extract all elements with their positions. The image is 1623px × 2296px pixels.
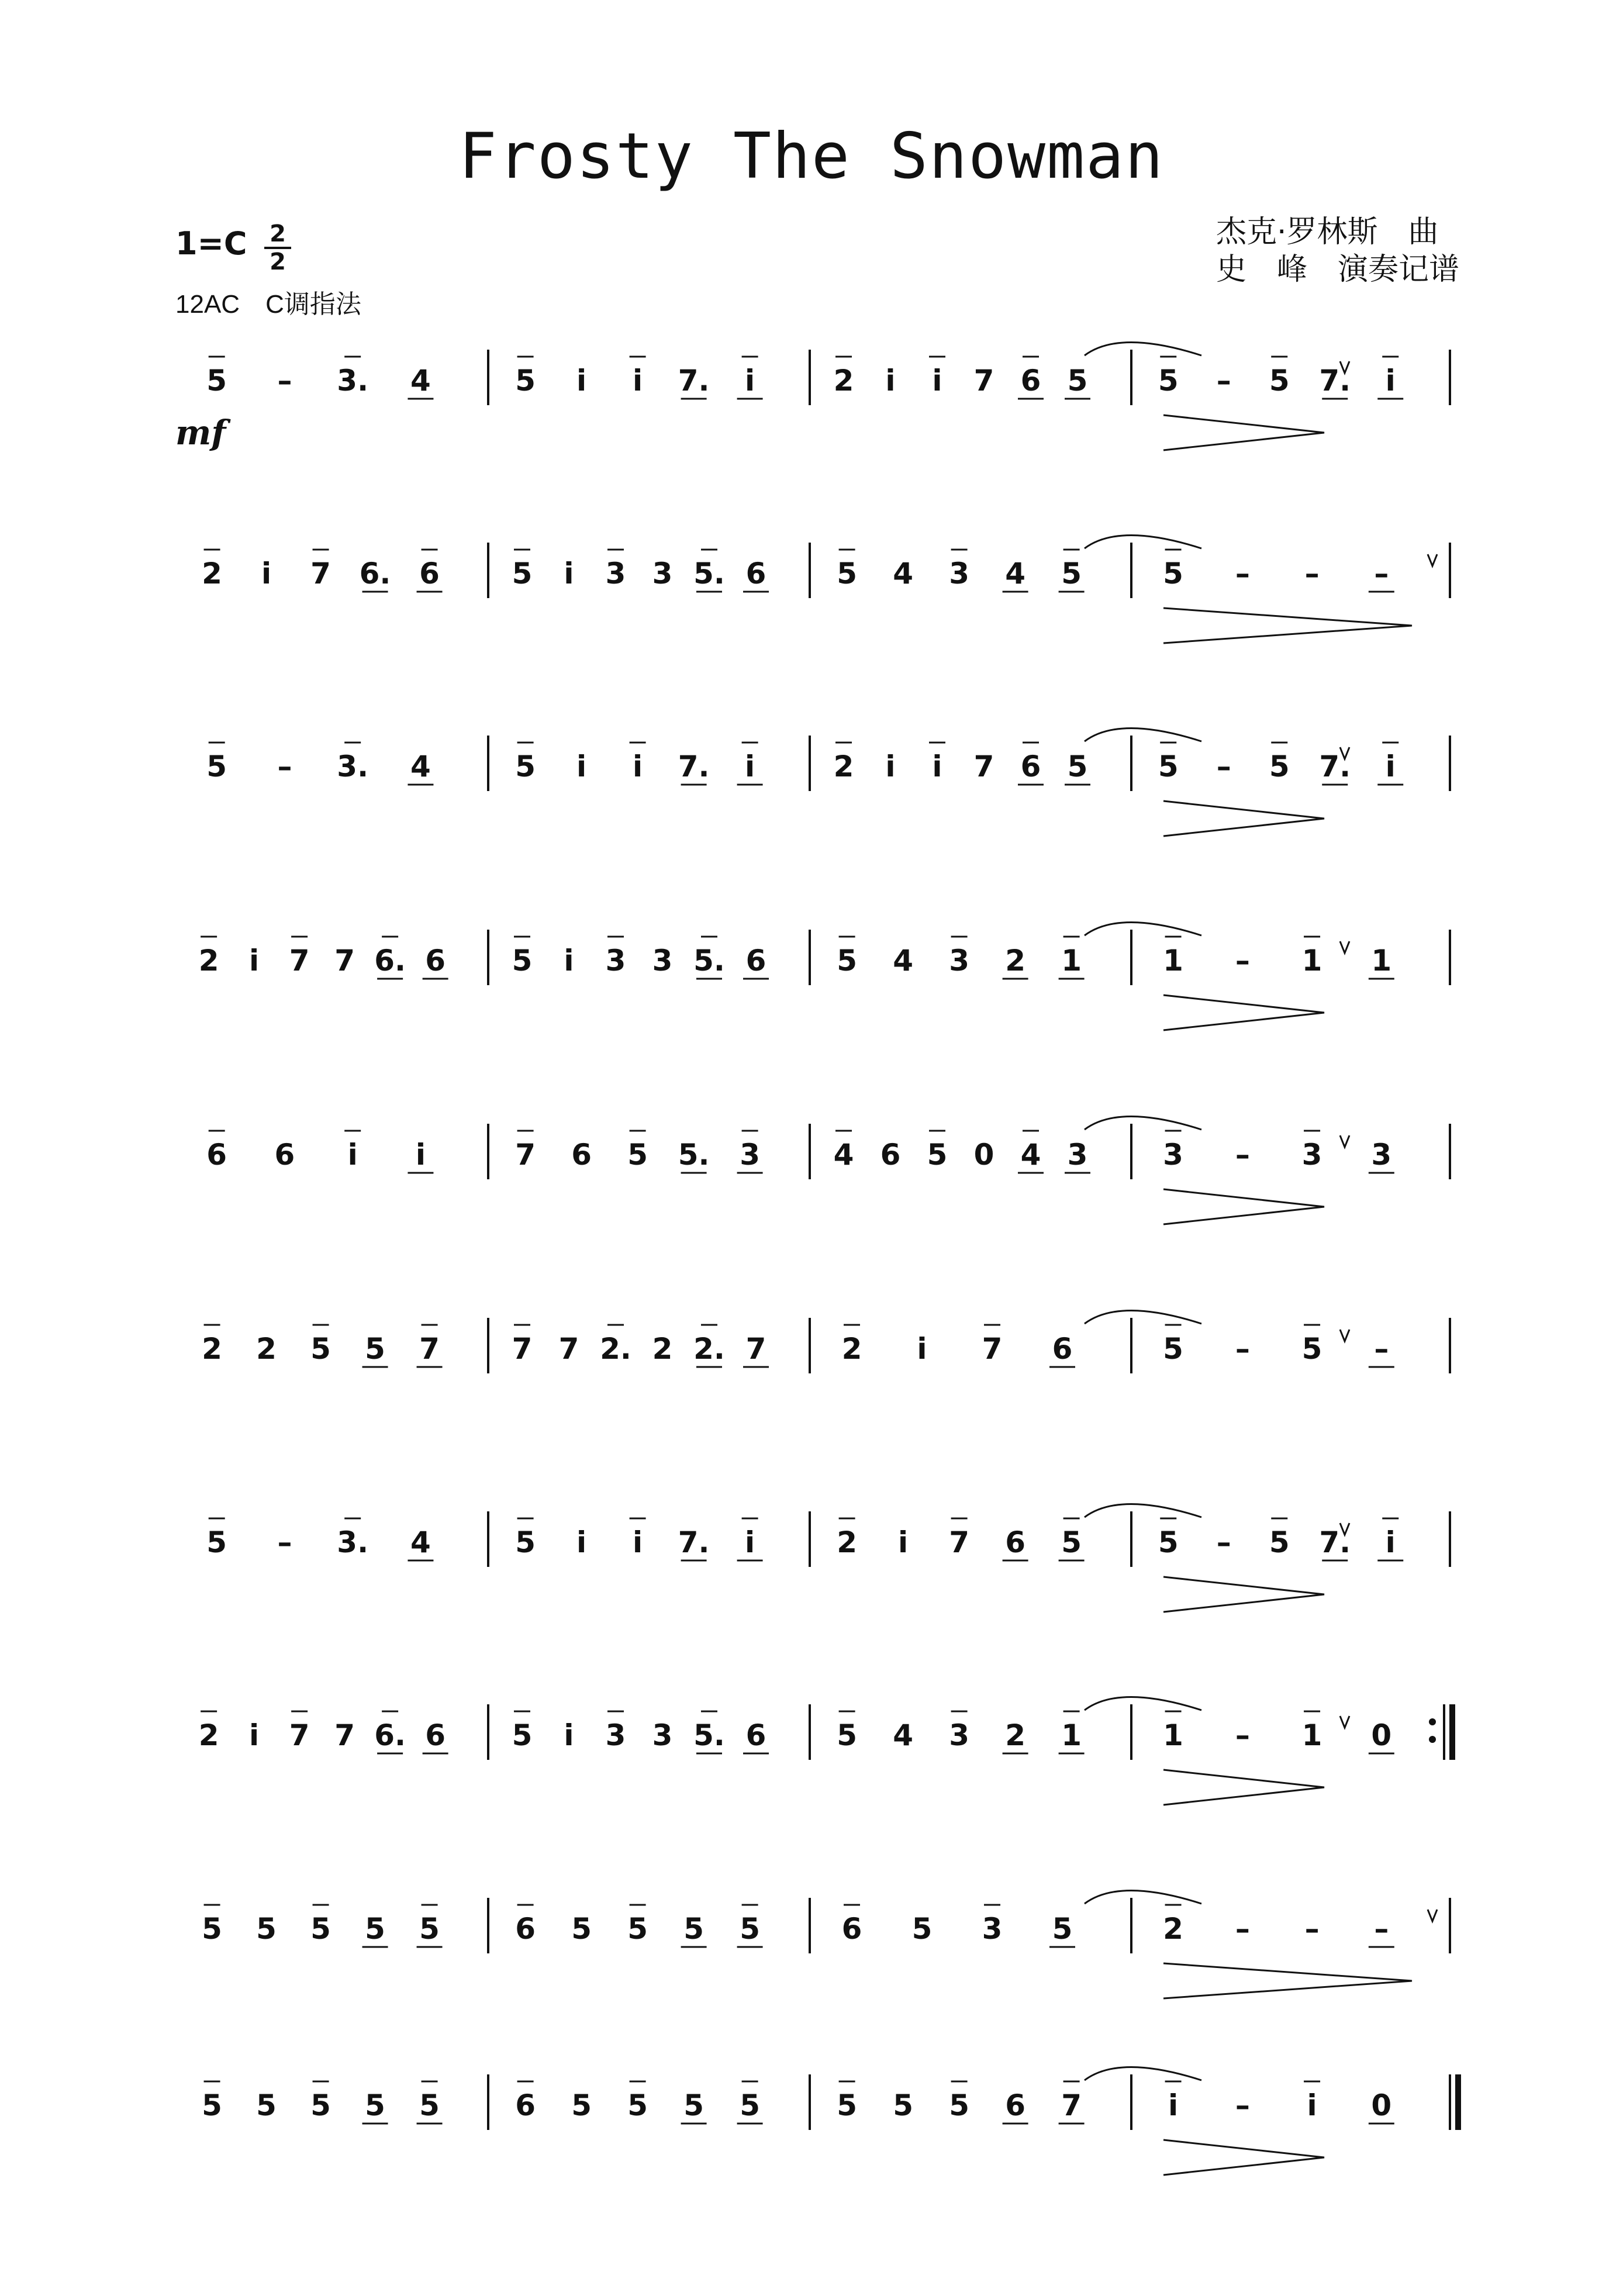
note: 5. — [693, 557, 725, 591]
note: 5 — [206, 750, 227, 783]
note: 6 — [841, 1912, 862, 1946]
note: 4 — [1005, 557, 1025, 591]
note: 2 — [1005, 1718, 1025, 1752]
note: 3 — [949, 944, 969, 978]
note: 7 — [419, 1332, 440, 1366]
note: 1 — [1163, 944, 1183, 978]
note: – — [1235, 944, 1250, 978]
note: 5 — [1269, 364, 1290, 398]
note: 5 — [202, 2088, 222, 2122]
breath-mark — [1428, 554, 1437, 566]
note: 3 — [1371, 1138, 1392, 1172]
meter-bottom: 2 — [270, 248, 286, 275]
note: 4 — [410, 364, 431, 398]
note: 0 — [1371, 1718, 1392, 1752]
note: – — [1216, 750, 1231, 783]
note: 3. — [337, 364, 369, 398]
note: 0 — [973, 1138, 994, 1172]
breath-mark — [1340, 1330, 1349, 1341]
note: 2 — [837, 1525, 857, 1559]
note: 6. — [374, 1718, 406, 1752]
note: i — [885, 364, 896, 398]
note: i — [1385, 1525, 1396, 1559]
note: i — [885, 750, 896, 783]
note: 6 — [206, 1138, 227, 1172]
dynamic-mark: mf — [175, 413, 226, 453]
note: 7. — [1319, 750, 1351, 783]
note: – — [1374, 1912, 1389, 1946]
note: 2 — [198, 1718, 219, 1752]
decrescendo-hairpin — [1163, 415, 1324, 450]
note: 5 — [512, 557, 533, 591]
note: 7 — [973, 750, 994, 783]
note: 5 — [1067, 750, 1088, 783]
slur — [1085, 536, 1201, 549]
note: 6 — [1020, 750, 1041, 783]
note: 5 — [202, 1912, 222, 1946]
note: 1 — [1061, 1718, 1082, 1752]
note: 6 — [880, 1138, 901, 1172]
note: 3 — [605, 1718, 626, 1752]
note: 3 — [1163, 1138, 1183, 1172]
note: i — [633, 1525, 643, 1559]
decrescendo-hairpin — [1163, 1577, 1324, 1612]
note: 5 — [310, 1332, 331, 1366]
performer-credit: 史 峰 演奏记谱 — [1216, 252, 1460, 287]
note: 5 — [571, 2088, 592, 2122]
note: – — [1235, 1718, 1250, 1752]
note: 7 — [512, 1332, 533, 1366]
note: 6 — [745, 944, 766, 978]
breath-mark — [1428, 1910, 1437, 1921]
note: 5. — [693, 1718, 725, 1752]
note: 2 — [202, 1332, 222, 1366]
note: 7 — [745, 1332, 766, 1366]
note: 2 — [833, 364, 854, 398]
note: 6 — [515, 2088, 536, 2122]
note: i — [917, 1332, 927, 1366]
note: 5 — [1052, 1912, 1073, 1946]
note: – — [277, 750, 292, 783]
note: 1 — [1301, 1718, 1322, 1752]
note: 3 — [949, 1718, 969, 1752]
note: 3 — [652, 1718, 673, 1752]
note: 5 — [419, 2088, 440, 2122]
note: 6 — [515, 1912, 536, 1946]
slur — [1085, 1504, 1201, 1518]
note: 5 — [1269, 1525, 1290, 1559]
note: 5 — [740, 1912, 760, 1946]
note: 5 — [512, 944, 533, 978]
note: – — [1235, 2088, 1250, 2122]
note: 7 — [1061, 2088, 1082, 2122]
note: 5 — [365, 1332, 385, 1366]
note: 5 — [683, 2088, 704, 2122]
page-title: Frosty The Snowman — [458, 120, 1165, 193]
breath-mark — [1340, 1716, 1349, 1728]
note: – — [277, 1525, 292, 1559]
note: 5 — [1301, 1332, 1322, 1366]
note: 6 — [1005, 2088, 1025, 2122]
note: 7 — [289, 944, 310, 978]
note: – — [1235, 1332, 1250, 1366]
meter-top: 2 — [270, 220, 286, 247]
decrescendo-hairpin — [1163, 995, 1324, 1030]
note: 7. — [678, 1525, 710, 1559]
note: 5 — [837, 944, 857, 978]
note: 5 — [627, 1912, 648, 1946]
note: 5 — [310, 2088, 331, 2122]
slur — [1085, 1117, 1201, 1130]
composer-credit: 杰克·罗林斯 曲 — [1216, 215, 1439, 250]
note: 5 — [206, 364, 227, 398]
note: 5 — [1061, 557, 1082, 591]
note: 7. — [1319, 1525, 1351, 1559]
note: 5 — [419, 1912, 440, 1946]
note: i — [932, 364, 942, 398]
note: 5 — [893, 2088, 913, 2122]
note: i — [932, 750, 942, 783]
note: 5 — [256, 2088, 277, 2122]
note: 2 — [652, 1332, 673, 1366]
slur — [1085, 343, 1201, 356]
note: i — [745, 1525, 755, 1559]
note: 2 — [202, 557, 222, 591]
note: 2 — [198, 944, 219, 978]
note: 2 — [833, 750, 854, 783]
note: i — [564, 944, 574, 978]
note: 5 — [683, 1912, 704, 1946]
note: 1 — [1301, 944, 1322, 978]
note: 3 — [652, 944, 673, 978]
note: 1 — [1163, 1718, 1183, 1752]
note: 7. — [678, 364, 710, 398]
slur — [1085, 923, 1201, 936]
note: i — [249, 944, 260, 978]
note: 7 — [334, 1718, 355, 1752]
note: – — [1216, 364, 1231, 398]
note: 1 — [1061, 944, 1082, 978]
note: 2 — [256, 1332, 277, 1366]
note: 4 — [1020, 1138, 1041, 1172]
note: i — [249, 1718, 260, 1752]
note: i — [1168, 2088, 1179, 2122]
note: 5 — [949, 2088, 969, 2122]
note: 6 — [425, 944, 446, 978]
note: 3 — [982, 1912, 1003, 1946]
note: 6 — [1020, 364, 1041, 398]
decrescendo-hairpin — [1163, 1770, 1324, 1805]
note: 7. — [678, 750, 710, 783]
note: – — [1374, 557, 1389, 591]
note: i — [576, 364, 587, 398]
note: i — [633, 364, 643, 398]
note: i — [347, 1138, 358, 1172]
note: 4 — [833, 1138, 854, 1172]
note: 5 — [1158, 750, 1179, 783]
repeat-dot — [1429, 1718, 1436, 1725]
note: 5 — [627, 1138, 648, 1172]
note: 5 — [837, 1718, 857, 1752]
note: 5 — [515, 364, 536, 398]
note: 4 — [893, 557, 913, 591]
note: – — [1304, 557, 1320, 591]
note: 7 — [949, 1525, 969, 1559]
note: – — [1216, 1525, 1231, 1559]
decrescendo-hairpin — [1163, 2140, 1324, 2175]
note: i — [633, 750, 643, 783]
note: i — [576, 750, 587, 783]
note: 6 — [745, 1718, 766, 1752]
note: 3 — [1067, 1138, 1088, 1172]
note: 5 — [515, 750, 536, 783]
note: 5 — [627, 2088, 648, 2122]
note: i — [1385, 364, 1396, 398]
note: – — [1235, 1912, 1250, 1946]
note: 2 — [1163, 1912, 1183, 1946]
note: 5 — [837, 557, 857, 591]
note: 6 — [419, 557, 440, 591]
note: i — [415, 1138, 426, 1172]
slur — [1085, 728, 1201, 742]
note: – — [1235, 1138, 1250, 1172]
note: 5 — [1269, 750, 1290, 783]
note: 3 — [740, 1138, 760, 1172]
note: i — [898, 1525, 909, 1559]
note: 4 — [893, 944, 913, 978]
decrescendo-hairpin — [1163, 608, 1412, 643]
decrescendo-hairpin — [1163, 1963, 1412, 1998]
note: i — [564, 557, 574, 591]
note: 7 — [334, 944, 355, 978]
note: 6. — [374, 944, 406, 978]
note: 7. — [1319, 364, 1351, 398]
note: 5 — [310, 1912, 331, 1946]
note: 2. — [693, 1332, 725, 1366]
decrescendo-hairpin — [1163, 801, 1324, 836]
note: – — [277, 364, 292, 398]
note: 5. — [678, 1138, 710, 1172]
note: i — [745, 364, 755, 398]
note: 2 — [1005, 944, 1025, 978]
note: 6 — [571, 1138, 592, 1172]
note: 4 — [410, 750, 431, 783]
note: 5 — [927, 1138, 948, 1172]
fingering-note: 12AC C调指法 — [175, 290, 361, 319]
note: i — [576, 1525, 587, 1559]
note: 5 — [1163, 557, 1183, 591]
note: 5 — [1061, 1525, 1082, 1559]
note: 5 — [256, 1912, 277, 1946]
note: 6. — [359, 557, 391, 591]
note: i — [261, 557, 272, 591]
note: 5 — [740, 2088, 760, 2122]
note: 5 — [571, 1912, 592, 1946]
note: 5 — [206, 1525, 227, 1559]
note: – — [1304, 1912, 1320, 1946]
note: i — [1307, 2088, 1317, 2122]
note: 2 — [841, 1332, 862, 1366]
breath-mark — [1340, 1135, 1349, 1147]
note: 5 — [1158, 1525, 1179, 1559]
note: 1 — [1371, 944, 1392, 978]
note: – — [1235, 557, 1250, 591]
slur — [1085, 1891, 1201, 1904]
note: 7 — [973, 364, 994, 398]
note: 7 — [982, 1332, 1003, 1366]
note: 5 — [512, 1718, 533, 1752]
note: 4 — [410, 1525, 431, 1559]
note: 3. — [337, 1525, 369, 1559]
breath-mark — [1340, 941, 1349, 953]
note: 4 — [893, 1718, 913, 1752]
note: 5 — [1163, 1332, 1183, 1366]
note: 5 — [837, 2088, 857, 2122]
note: 3 — [1301, 1138, 1322, 1172]
note: i — [1385, 750, 1396, 783]
note: 6 — [1052, 1332, 1073, 1366]
note: 7 — [515, 1138, 536, 1172]
note: 3. — [337, 750, 369, 783]
note: 3 — [652, 557, 673, 591]
note: 0 — [1371, 2088, 1392, 2122]
repeat-dot — [1429, 1736, 1436, 1743]
note: 6 — [274, 1138, 295, 1172]
note: 7 — [558, 1332, 579, 1366]
note: 5 — [1067, 364, 1088, 398]
slur — [1085, 1311, 1201, 1324]
note: 7 — [289, 1718, 310, 1752]
note: 5. — [693, 944, 725, 978]
note: 6 — [425, 1718, 446, 1752]
decrescendo-hairpin — [1163, 1189, 1324, 1224]
note: 3 — [949, 557, 969, 591]
note: – — [1374, 1332, 1389, 1366]
note: 3 — [605, 944, 626, 978]
slur — [1085, 1697, 1201, 1711]
note: 2. — [600, 1332, 631, 1366]
key-signature: 1=C — [175, 225, 247, 262]
note: 5 — [911, 1912, 933, 1946]
note: i — [564, 1718, 574, 1752]
note: 6 — [1005, 1525, 1025, 1559]
note: 5 — [515, 1525, 536, 1559]
slur — [1085, 2067, 1201, 2081]
note: 3 — [605, 557, 626, 591]
note: 6 — [745, 557, 766, 591]
note: 5 — [1158, 364, 1179, 398]
note: 5 — [365, 1912, 385, 1946]
note: 5 — [365, 2088, 385, 2122]
note: 7 — [310, 557, 331, 591]
note: i — [745, 750, 755, 783]
